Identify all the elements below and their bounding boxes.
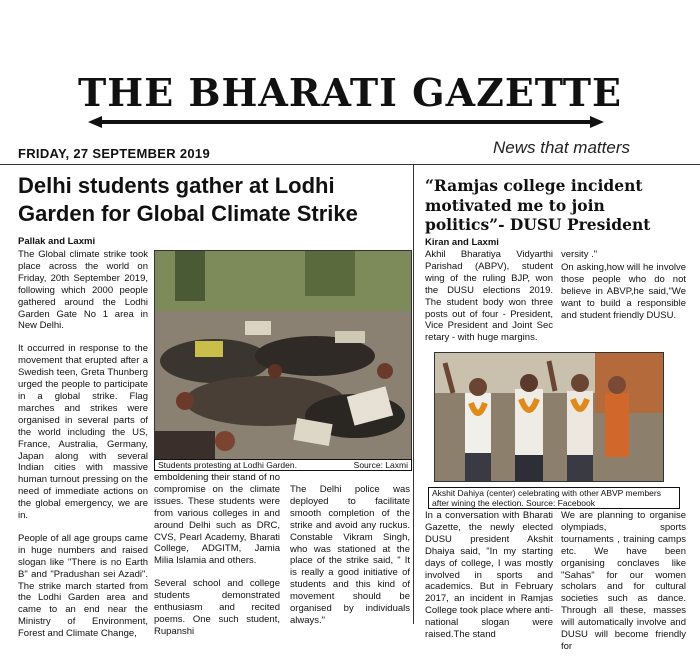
column-divider <box>413 164 414 624</box>
story1-caption-source: Source: Laxmi <box>353 460 408 470</box>
celebration-photo-illustration <box>435 353 663 481</box>
story1-paragraph: The Global climate strike took place across the world on Friday, 20th September 2019, following which 2000 people gathered around the Lodhi Garden Gate No 1 area in New Delhi. <box>18 249 148 332</box>
story2-byline: Kiran and Laxmi <box>425 237 499 248</box>
story2-paragraph: We are planning to organise olympiads, sports tournaments , training camps etc. We have been organising conclaves like "Sahas" for our women scholars and for cultural societies such as dance. Through all these, masses will automatically involve and DUSU will become friendly for <box>561 510 686 652</box>
masthead-arrow-rule <box>88 116 604 128</box>
story2-column-2 <box>561 249 686 332</box>
story1-headline-line1: Delhi students gather at Lodhi <box>18 173 335 198</box>
story1-headline <box>18 172 410 228</box>
story1-paragraph: It occurred in response to the movement that erupted after a Swedish teen, Greta Thunberg urged the people to participate in a global strike. Flag marches and strikes were organised in several parts of the world including the US, France, Australia, Germany, Japan along with several Indian cities with massive human turnout pressing on the need of immediate actions on the global emergency, we are in. <box>18 343 148 522</box>
issue-date: FRIDAY, 27 SEPTEMBER 2019 <box>18 146 210 161</box>
story1-paragraph: emboldening their stand of no compromise on the climate issues. These students were from various colleges in and around Delhi such as DRC, CVS, Pearl Academy, Bharati College, ADGITM, Jamia Milia Islamia and others. <box>154 472 280 567</box>
protest-photo-illustration <box>155 251 411 461</box>
story1-caption-text: Students protesting at Lodhi Garden. <box>158 460 297 470</box>
story1-column-3 <box>290 484 410 638</box>
story1-caption <box>154 459 412 471</box>
story2-paragraph: In a conversation with Bharati Gazette, the newly elected DUSU president Akshit Dhaiya said, "In my starting days of college, I was mostly involved in sports and academics. But in February 2017, an incident in Ramjas College took place where anti-national slogan were raised.The stand <box>425 510 553 641</box>
story1-paragraph: The Delhi police was deployed to facilitate smooth completion of the strike and avoid any ruckus. Constable Vikram Singh, who was stationed at the place of the strike said, " It is really a good initiative of students and this kind of movement should be organised by individuals always." <box>290 484 410 626</box>
story2-headline: “Ramjas college incident motivated me to join politics”- DUSU President <box>425 176 651 234</box>
story1-paragraph: Several school and college students demonstrated enthusiasm and recited poems. One such student, Rupanshi <box>154 578 280 637</box>
story1-column-2 <box>154 472 280 649</box>
story2-column-3 <box>425 510 553 652</box>
story1-byline: Pallak and Laxmi <box>18 236 96 247</box>
story2-photo <box>434 352 664 482</box>
tagline: News that matters <box>493 138 630 157</box>
story2-paragraph: versity ." <box>561 249 598 260</box>
story1-column-1 <box>18 249 148 651</box>
masthead-title: THE BHARATI GAZETTE <box>78 70 622 115</box>
story2-caption: Akshit Dahiya (center) celebrating with other ABVP members after wining the election. Source: Facebook <box>428 487 680 509</box>
story2-column-1 <box>425 249 553 355</box>
story2-paragraph: Akhil Bharatiya Vidyarthi Parishad (ABPV), student wing of the ruling BJP, won the DUSU elections 2019. The student body won three posts out of four - President, Vice President and Joint Sec retary - with huge margins. <box>425 249 553 344</box>
story1-paragraph: People of all age groups came in huge numbers and raised slogan like "There is no Earth B" and "Pradushan sei Azadi". The strike march started from the Lodhi Garden area and came to an end near the Ministry of Environment, Forest and Climate Change, <box>18 532 148 640</box>
story1-photo <box>154 250 412 462</box>
story1-headline-line2: Garden for Global Climate Strike <box>18 201 358 226</box>
story2-paragraph: On asking,how will he involve those people who do not believe in ABVP,he said,"We want to build a responsible and student friendly DUSU. <box>561 261 686 321</box>
header-divider <box>0 164 700 165</box>
story2-column-4 <box>561 510 686 664</box>
